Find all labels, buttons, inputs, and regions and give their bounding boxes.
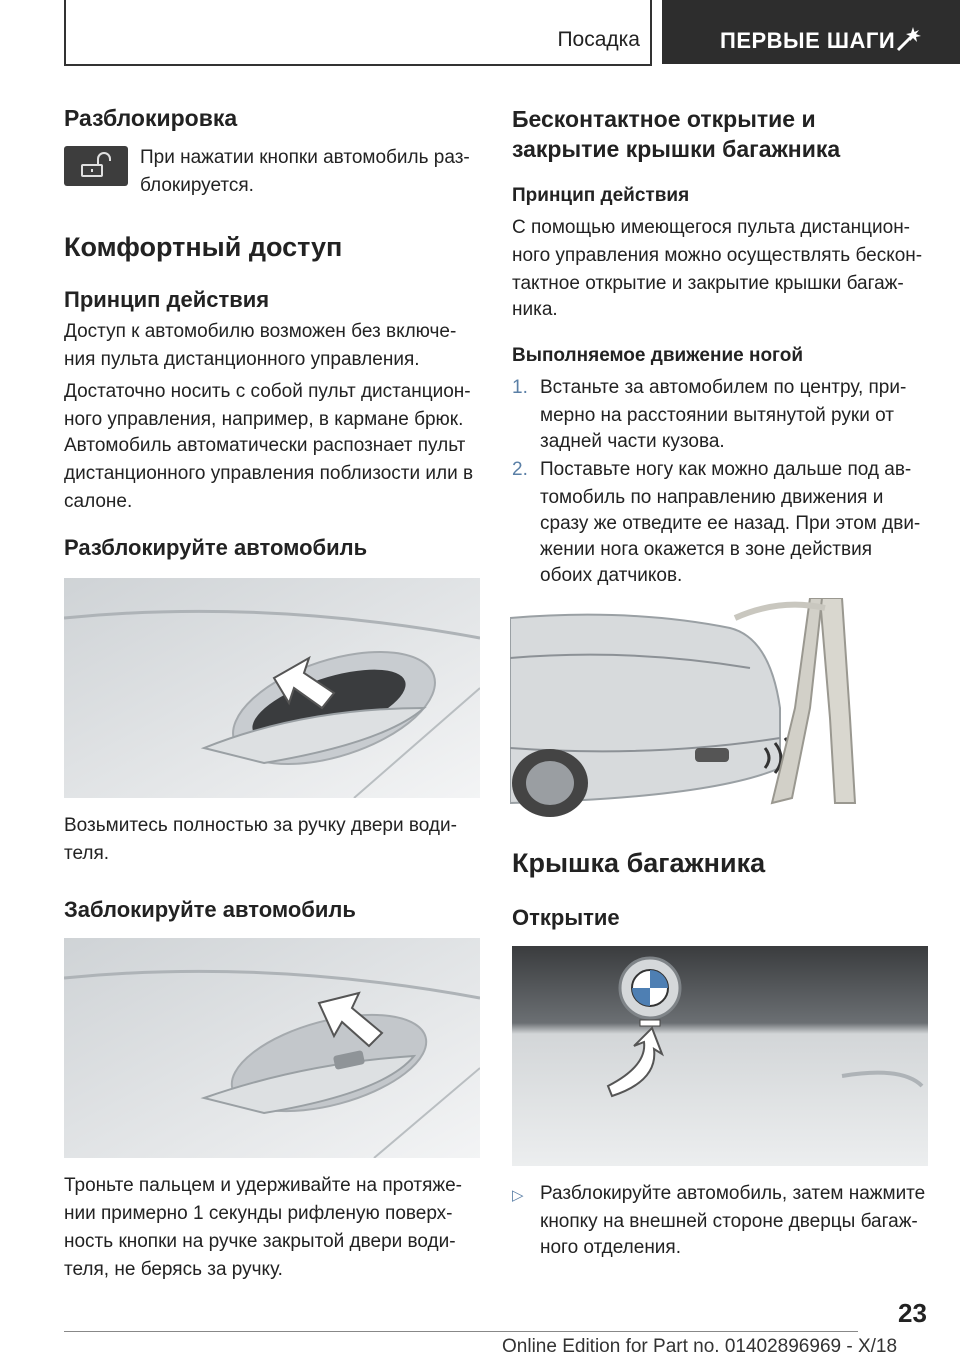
unlock-text-line-1: При нажатии кнопки автомобиль раз- (140, 147, 470, 168)
footer-rule (64, 1331, 858, 1332)
page-number: 23 (898, 1298, 927, 1328)
principle-p2-line-1: Достаточно носить с собой пульт дистанцион- (64, 381, 471, 402)
magic-wand-icon (894, 24, 924, 54)
step-1-line-1: Встаньте за автомобилем по центру, при- (540, 377, 907, 398)
grab-text-line-1: Возьмитесь полностью за ручку двери води- (64, 815, 457, 836)
principle-p3-line-2: дистанционного управления поблизости или в (64, 463, 474, 484)
foot-movement-heading: Выполняемое движение ногой (512, 345, 804, 366)
step-2-line-4: жении нога окажется в зоне действия (540, 539, 872, 560)
principle-p2-line-2: ного управления, например, в кармане брюк. (64, 409, 464, 430)
touch-text-line-1: Троньте пальцем и удерживайте на протяже- (64, 1175, 462, 1196)
contactless-heading-line-2: закрытие крышки багажника (512, 136, 841, 162)
principle-p1-line-2: ния пульта дистанционного управления. (64, 349, 420, 370)
comfort-access-heading: Комфортный доступ (64, 232, 343, 262)
unlock-text-line-2: блокируется. (140, 175, 254, 196)
opening-text-line-1: Разблокируйте автомобиль, затем нажмите (540, 1183, 926, 1204)
principle-p3-line-1: Автомобиль автоматически распознает пульт (64, 435, 466, 456)
chapter-tab (662, 0, 960, 64)
principle-p1-line-1: Доступ к автомобилю возможен без включе- (64, 321, 457, 342)
contactless-text-line-1: С помощью имеющегося пульта дистанцион- (512, 217, 911, 238)
header-bottom-border (64, 64, 652, 66)
step-1-number: 1. (512, 377, 528, 398)
touch-text-line-3: ность кнопки на ручке закрытой двери води- (64, 1231, 456, 1252)
unlock-heading: Разблокировка (64, 105, 238, 131)
touch-text-line-2: нии примерно 1 секунды рифленую поверх- (64, 1203, 453, 1224)
step-2-line-3: сразу же отведите ее назад. При этом дви- (540, 513, 921, 534)
contactless-heading-line-1: Бесконтактное открытие и (512, 106, 816, 132)
door-handle-grab-illustration (64, 578, 480, 798)
step-1-line-2: мерно на расстоянии вытянутой руки от (540, 405, 894, 426)
unlock-icon (64, 146, 128, 186)
grab-text-line-2: теля. (64, 843, 110, 864)
contactless-principle-heading: Принцип действия (512, 185, 690, 206)
chapter-tab-label: ПЕРВЫЕ ШАГИ (720, 28, 896, 53)
lock-car-heading: Заблокируйте автомобиль (64, 897, 356, 922)
contactless-text-line-4: ника. (512, 299, 558, 320)
principle-heading: Принцип действия (64, 287, 270, 312)
edition-note: Online Edition for Part no. 01402896969 - X/18 (502, 1336, 898, 1357)
step-2-line-5: обоих датчиков. (540, 565, 683, 586)
header-divider (650, 0, 652, 66)
step-2-line-1: Поставьте ногу как можно дальше под ав- (540, 459, 912, 480)
bullet-icon: ▷ (512, 1187, 524, 1204)
opening-text-line-2: кнопку на внешней стороне дверцы багаж- (540, 1211, 918, 1232)
step-1-line-3: задней части кузова. (540, 431, 725, 452)
step-2-line-2: томобиль по направлению движения и (540, 487, 884, 508)
opening-text-line-3: ного отделения. (540, 1237, 681, 1258)
unlock-car-heading: Разблокируйте автомобиль (64, 535, 368, 560)
contactless-text-line-3: тактное открытие и закрытие крышки багаж- (512, 273, 904, 294)
touch-text-line-4: теля, не берясь за ручку. (64, 1259, 283, 1280)
section-title: Посадка (557, 28, 640, 51)
trunk-button-illustration (512, 946, 928, 1166)
trunk-lid-heading: Крышка багажника (512, 848, 766, 878)
opening-heading: Открытие (512, 905, 620, 930)
step-2-number: 2. (512, 459, 528, 480)
door-handle-touch-illustration (64, 938, 480, 1158)
unlock-button-icon (64, 146, 128, 186)
rear-kick-sensor-illustration (510, 598, 862, 818)
principle-p3-line-3: салоне. (64, 491, 133, 512)
header-left-border (64, 0, 66, 66)
contactless-text-line-2: ного управления можно осуществлять бескон- (512, 245, 923, 266)
